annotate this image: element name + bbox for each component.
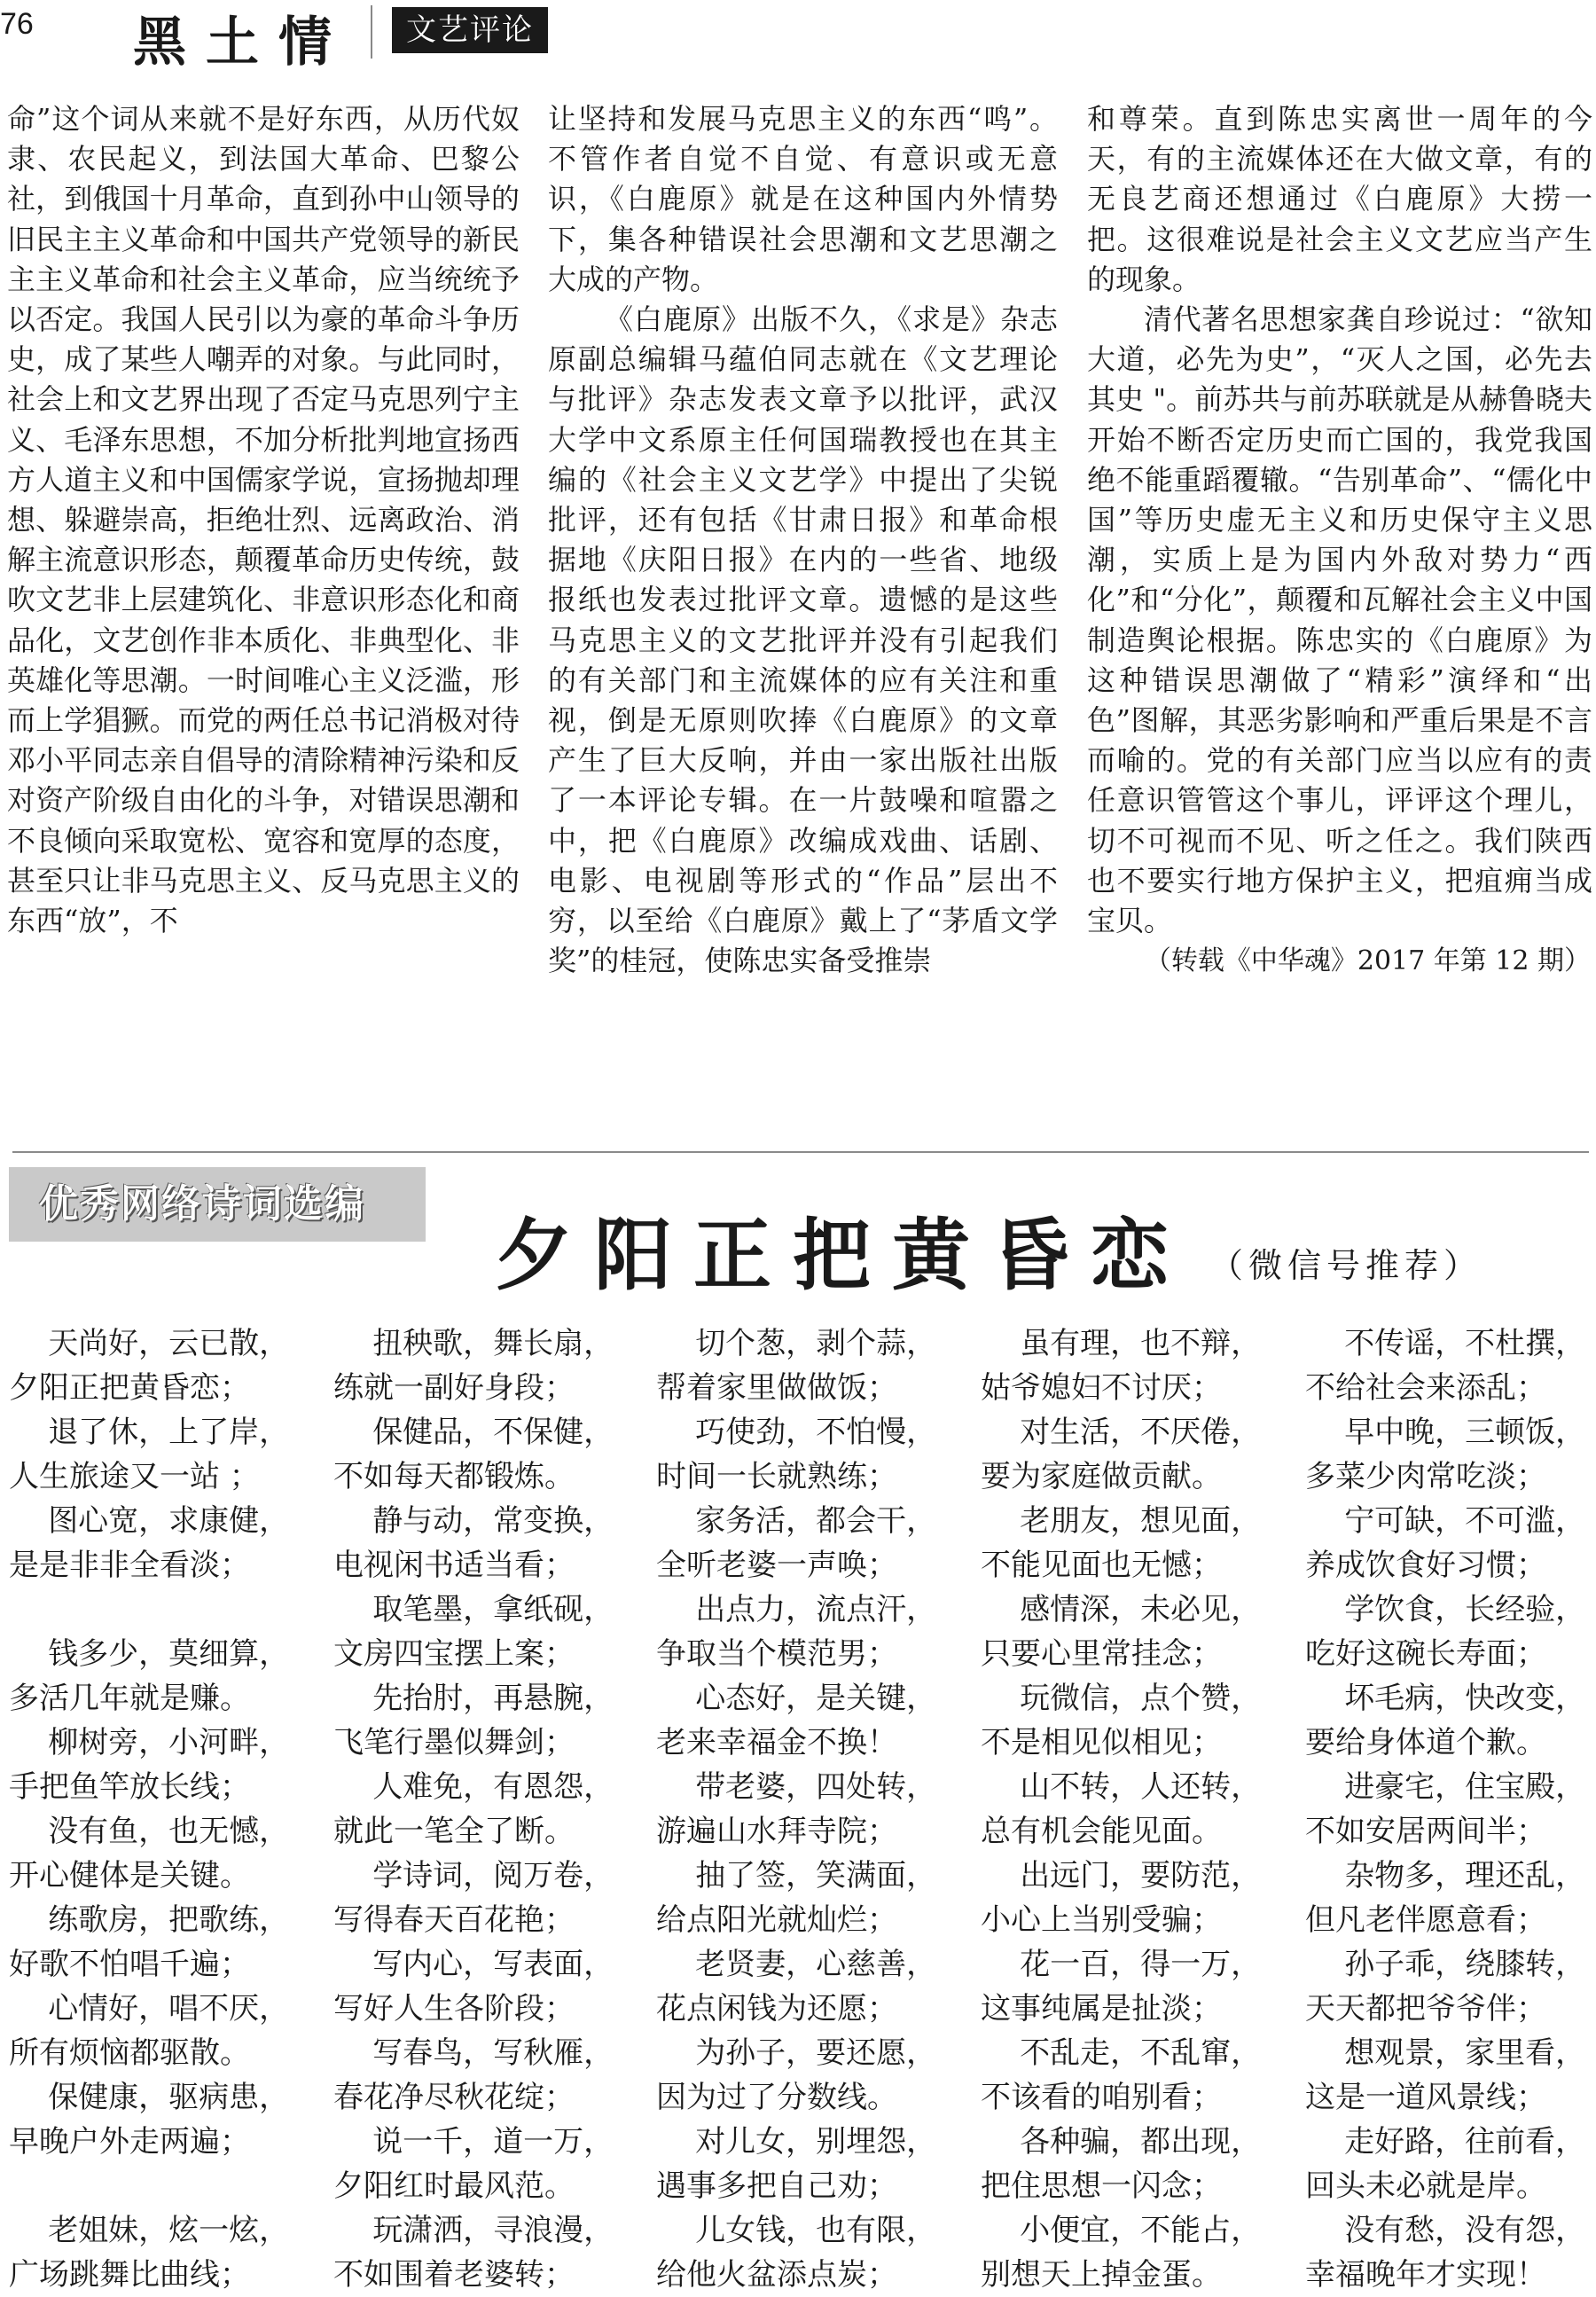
poem-line: 练歌房，把歌练，: [48, 1902, 290, 1938]
poem-line: 感情深，未必见，: [1020, 1592, 1262, 1627]
source-credit: （转载《中华魂》2017 年第 12 期）: [1144, 945, 1591, 977]
poem-line: 不如每天都锻炼。: [333, 1459, 575, 1494]
poem-line: 是是非非全看淡；: [9, 1548, 250, 1583]
poem-line: 想观景，家里看，: [1344, 2035, 1586, 2071]
header-divider: [371, 5, 372, 59]
poem-column-2: [333, 1321, 653, 2297]
poem-line: 家务活，都会干，: [695, 1503, 937, 1539]
poem-line: 多活几年就是赚。: [9, 1681, 250, 1716]
poem-line: 坏毛病，快改变，: [1344, 1681, 1586, 1716]
poem-line: 花点闲钱为还愿；: [656, 1991, 897, 2027]
poem-line: 玩微信，点个赞，: [1020, 1681, 1262, 1716]
poem-line: 心态好，是关键，: [695, 1681, 937, 1716]
article-paragraph: 和尊荣。直到陈忠实离世一周年的今天，有的主流媒体还在大做文章，有的无良艺商还想通过《白鹿原》大捞一把。这很难说是社会主义文艺应当产生的现象。: [1087, 102, 1592, 296]
poem-line: 就此一笔全了断。: [333, 1814, 575, 1849]
poem-line: 时间一长就熟练；: [656, 1459, 897, 1494]
poem-line: 好歌不怕唱千遍；: [9, 1947, 250, 1982]
poem-line: 儿女钱，也有限，: [695, 2213, 937, 2248]
poem-line: 没有愁，没有怨，: [1344, 2213, 1586, 2248]
article-paragraph: 命”这个词从来就不是好东西，从历代奴隶、农民起义，到法国大革命、巴黎公社，到俄国十月革命，直到孙中山领导的旧民主主义革命和中国共产党领导的新民主主义革命和社会主义革命，应当统统予以否定。我国人民引以为豪的革命斗争历史，成了某些人嘲弄的对象。与此同时，社会上和文艺界出现了否定马克思列宁主义、毛泽东思想，不加分析批判地宣扬西方人道主义和中国儒家学说，宣扬抛却理想、躲避崇高，拒绝壮烈、远离政治、消解主流意识形态，颠覆革命历史传统，鼓吹文艺非上层建筑化、非意识形态化和商品化，文艺创作非本质化、非典型化、非英雄化等思潮。一时间唯心主义泛滥，形而上学猖獗。而党的两任总书记消极对待邓小平同志亲自倡导的清除精神污染和反对资产阶级自由化的斗争，对错误思潮和不良倾向采取宽松、宽容和宽厚的态度，甚至只让非马克思主义、反马克思主义的东西“放”，不: [7, 102, 520, 938]
poem-column-4: [981, 1321, 1300, 2297]
poem-line: 帮着家里做做饭；: [656, 1370, 897, 1406]
poem-line: 天天都把爷爷伴；: [1305, 1991, 1546, 2027]
poem-line: 夕阳正把黄昏恋；: [9, 1370, 250, 1406]
poem-line: 手把鱼竿放长线；: [9, 1769, 250, 1805]
poem-line: 巧使劲，不怕慢，: [695, 1415, 937, 1450]
poem-line: 静与动，常变换，: [372, 1503, 614, 1539]
poem-line: 总有机会能见面。: [981, 1814, 1222, 1849]
poem-line: 争取当个模范男；: [656, 1636, 897, 1672]
poem-line: 走好路，往前看，: [1344, 2124, 1586, 2160]
poem-line: 不乱走，不乱窜，: [1020, 2035, 1262, 2071]
article-paragraph: 《白鹿原》出版不久，《求是》杂志原副总编辑马蕴伯同志就在《文艺理论与批评》杂志发表文章予以批评，武汉大学中文系原主任何国瑞教授也在其主编的《社会主义文艺学》中提出了尖锐批评，还有包括《甘肃日报》和革命根据地《庆阳日报》在内的一些省、地级报纸也发表过批评文章。遗憾的是这些马克思主义的文艺批评并没有引起我们的有关部门和主流媒体的应有关注和重视，倒是无原则吹捧《白鹿原》的文章产生了巨大反响，并由一家出版社出版了一本评论专辑。在一片鼓噪和喧嚣之中，把《白鹿原》改编成戏曲、话剧、电影、电视剧等形式的“作品”层出不穷，以至给《白鹿原》戴上了“茅盾文学奖”的桂冠，使陈忠实备受推崇: [548, 302, 1058, 978]
poem-column-5: [1305, 1321, 1596, 2297]
poem-line: 心情好，唱不厌，: [48, 1991, 290, 2027]
poem-line: 回头未必就是岸。: [1305, 2168, 1546, 2204]
poem-line: 取笔墨，拿纸砚，: [372, 1592, 614, 1627]
poem-line: 早中晚，三顿饭，: [1344, 1415, 1586, 1450]
poem-line: 多菜少肉常吃淡；: [1305, 1459, 1546, 1494]
poem-line: 各种骗，都出现，: [1020, 2124, 1262, 2160]
poem-line: 图心宽，求康健，: [48, 1503, 290, 1539]
poem-column-1: [9, 1321, 328, 2297]
poem-line: 保健品，不保健，: [372, 1415, 614, 1450]
poem-line: 只要心里常挂念；: [981, 1636, 1222, 1672]
poem-line: 飞笔行墨似舞剑；: [333, 1725, 575, 1760]
poem-line: 不能见面也无憾；: [981, 1548, 1222, 1583]
poem-line: 老来幸福金不换！: [656, 1725, 897, 1760]
section-divider: [12, 1151, 1589, 1153]
poem-line: 姑爷媳妇不讨厌；: [981, 1370, 1222, 1406]
poem-line: 不如围着老婆转；: [333, 2257, 575, 2293]
poem-line: 山不转，人还转，: [1020, 1769, 1262, 1805]
poem-recommendation: （微信号推荐）: [1209, 1246, 1483, 1285]
poem-line: 人难免，有恩怨，: [372, 1769, 614, 1805]
poem-title: 夕阳正把黄昏恋: [495, 1209, 1191, 1301]
poem-line: 开心健体是关键。: [9, 1858, 250, 1893]
poem-line: 夕阳红时最风范。: [333, 2168, 575, 2204]
poem-line: 钱多少，莫细算，: [48, 1636, 290, 1672]
poem-line: 出点力，流点汗，: [695, 1592, 937, 1627]
poem-line: 老朋友，想见面，: [1020, 1503, 1262, 1539]
poem-line: 这事纯属是扯淡；: [981, 1991, 1222, 2027]
poem-line: 文房四宝摆上案；: [333, 1636, 575, 1672]
poem-line: 广场跳舞比曲线；: [9, 2257, 250, 2293]
poem-line: 学诗词，阅万卷，: [372, 1858, 614, 1893]
poem-line: 不传谣，不杜撰，: [1344, 1326, 1586, 1361]
poem-line: 因为过了分数线。: [656, 2080, 897, 2115]
poem-line: 要为家庭做贡献。: [981, 1459, 1222, 1494]
poetry-banner: [9, 1167, 426, 1242]
poem-line: 养成饮食好习惯；: [1305, 1548, 1546, 1583]
page-number: 76: [0, 7, 34, 41]
poem-line: 要给身体道个歉。: [1305, 1725, 1546, 1760]
poem-line: 玩潇洒，寻浪漫，: [372, 2213, 614, 2248]
poem-line: 别想天上掉金蛋。: [981, 2257, 1222, 2293]
poem-line: 学饮食，长经验，: [1344, 1592, 1586, 1627]
poem-line: 写内心，写表面，: [372, 1947, 614, 1982]
poem-line: 杂物多，理还乱，: [1344, 1858, 1586, 1893]
poem-stanza-gap: [9, 1588, 328, 1632]
poem-line: 虽有理，也不辩，: [1020, 1326, 1262, 1361]
poem-line: 先抬肘，再悬腕，: [372, 1681, 614, 1716]
poem-line: 对儿女，别埋怨，: [695, 2124, 937, 2160]
poem-line: 所有烦恼都驱散。: [9, 2035, 250, 2071]
poem-stanza-gap: [9, 2164, 328, 2208]
poem-line: 为孙子，要还愿，: [695, 2035, 937, 2071]
poem-line: 不该看的咱别看；: [981, 2080, 1222, 2115]
poem-line: 退了休，上了岸，: [48, 1415, 290, 1450]
poem-line: 给他火盆添点炭；: [656, 2257, 897, 2293]
poem-line: 人生旅途又一站 ；: [9, 1459, 260, 1494]
poem-line: 宁可缺，不可滥，: [1344, 1503, 1586, 1539]
poem-line: 天尚好，云已散，: [48, 1326, 290, 1361]
poem-line: 花一百，得一万，: [1020, 1947, 1262, 1982]
poem-line: 不给社会来添乱；: [1305, 1370, 1546, 1406]
poem-line: 春花净尽秋花绽；: [333, 2080, 575, 2115]
poem-line: 遇事多把自己劝；: [656, 2168, 897, 2204]
page-header: [0, 0, 1596, 74]
poetry-banner-label: 优秀网络诗词选编: [39, 1181, 365, 1227]
poem-column-3: [656, 1321, 975, 2297]
poem-line: 对生活，不厌倦，: [1020, 1415, 1262, 1450]
poem-line: 保健康，驱病患，: [48, 2080, 290, 2115]
article-paragraph: 让坚持和发展马克思主义的东西“鸣”。不管作者自觉不自觉、有意识或无意识，《白鹿原》就是在这种国内外情势下，集各种错误社会思潮和文艺思潮之大成的产物。: [548, 102, 1058, 296]
poem-line: 练就一副好身段；: [333, 1370, 575, 1406]
section-label: 文艺评论: [392, 7, 548, 53]
poem-line: 把住思想一闪念；: [981, 2168, 1222, 2204]
poem-line: 不是相见似相见；: [981, 1725, 1222, 1760]
poem-line: 这是一道风景线；: [1305, 2080, 1546, 2115]
poem-line: 出远门，要防范，: [1020, 1858, 1262, 1893]
magazine-title: 黑土情: [133, 12, 351, 74]
poem-line: 抽了签，笑满面，: [695, 1858, 937, 1893]
poem-line: 给点阳光就灿烂；: [656, 1902, 897, 1938]
poem-line: 带老婆，四处转，: [695, 1769, 937, 1805]
poem-line: 老姐妹，炫一炫，: [48, 2213, 290, 2248]
poem-line: 吃好这碗长寿面；: [1305, 1636, 1546, 1672]
poem-line: 老贤妻，心慈善，: [695, 1947, 937, 1982]
poem-line: 柳树旁，小河畔，: [48, 1725, 290, 1760]
article-column-3: [1087, 99, 1592, 1146]
poem-line: 全听老婆一声唤；: [656, 1548, 897, 1583]
poem-line: 写得春天百花艳；: [333, 1902, 575, 1938]
poem-line: 写春鸟，写秋雁，: [372, 2035, 614, 2071]
poem-line: 切个葱，剥个蒜，: [695, 1326, 937, 1361]
poem-line: 进豪宅，住宝殿，: [1344, 1769, 1586, 1805]
poem-line: 不如安居两间半；: [1305, 1814, 1546, 1849]
poem-line: 小便宜，不能占，: [1020, 2213, 1262, 2248]
poem-line: 写好人生各阶段；: [333, 1991, 575, 2027]
poem-line: 幸福晚年才实现！: [1305, 2257, 1546, 2293]
poem-line: 早晚户外走两遍；: [9, 2124, 250, 2160]
article-column-2: [548, 99, 1058, 1146]
article-column-1: [7, 99, 520, 1146]
poem-line: 说一千，道一万，: [372, 2124, 614, 2160]
poem-line: 但凡老伴愿意看；: [1305, 1902, 1546, 1938]
article-paragraph: 清代著名思想家龚自珍说过：“欲知大道，必先为史”，“灭人之国，必先去其史 "。前苏共与前苏联就是从赫鲁晓夫开始不断否定历史而亡国的，我党我国绝不能重蹈覆辙。“告别革命”、“儒化中国”等历史虚无主义和历史保守主义思潮，实质上是为国内外敌对势力“西化”和“分化”，颠覆和瓦解社会主义中国制造舆论根据。陈忠实的《白鹿原》为这种错误思潮做了“精彩”演绎和“出色”图解，其恶劣影响和严重后果是不言而喻的。党的有关部门应当以应有的责任意识管管这个事儿，评评这个理儿，切不可视而不见、听之任之。我们陕西也不要实行地方保护主义，把疽痈当成宝贝。: [1087, 302, 1592, 938]
poem-line: 小心上当别受骗；: [981, 1902, 1222, 1938]
poem-line: 电视闲书适当看；: [333, 1548, 575, 1583]
poem-line: 没有鱼，也无憾，: [48, 1814, 290, 1849]
poem-line: 孙子乖，绕膝转，: [1344, 1947, 1586, 1982]
poem-line: 游遍山水拜寺院；: [656, 1814, 897, 1849]
poem-line: 扭秧歌，舞长扇，: [372, 1326, 614, 1361]
